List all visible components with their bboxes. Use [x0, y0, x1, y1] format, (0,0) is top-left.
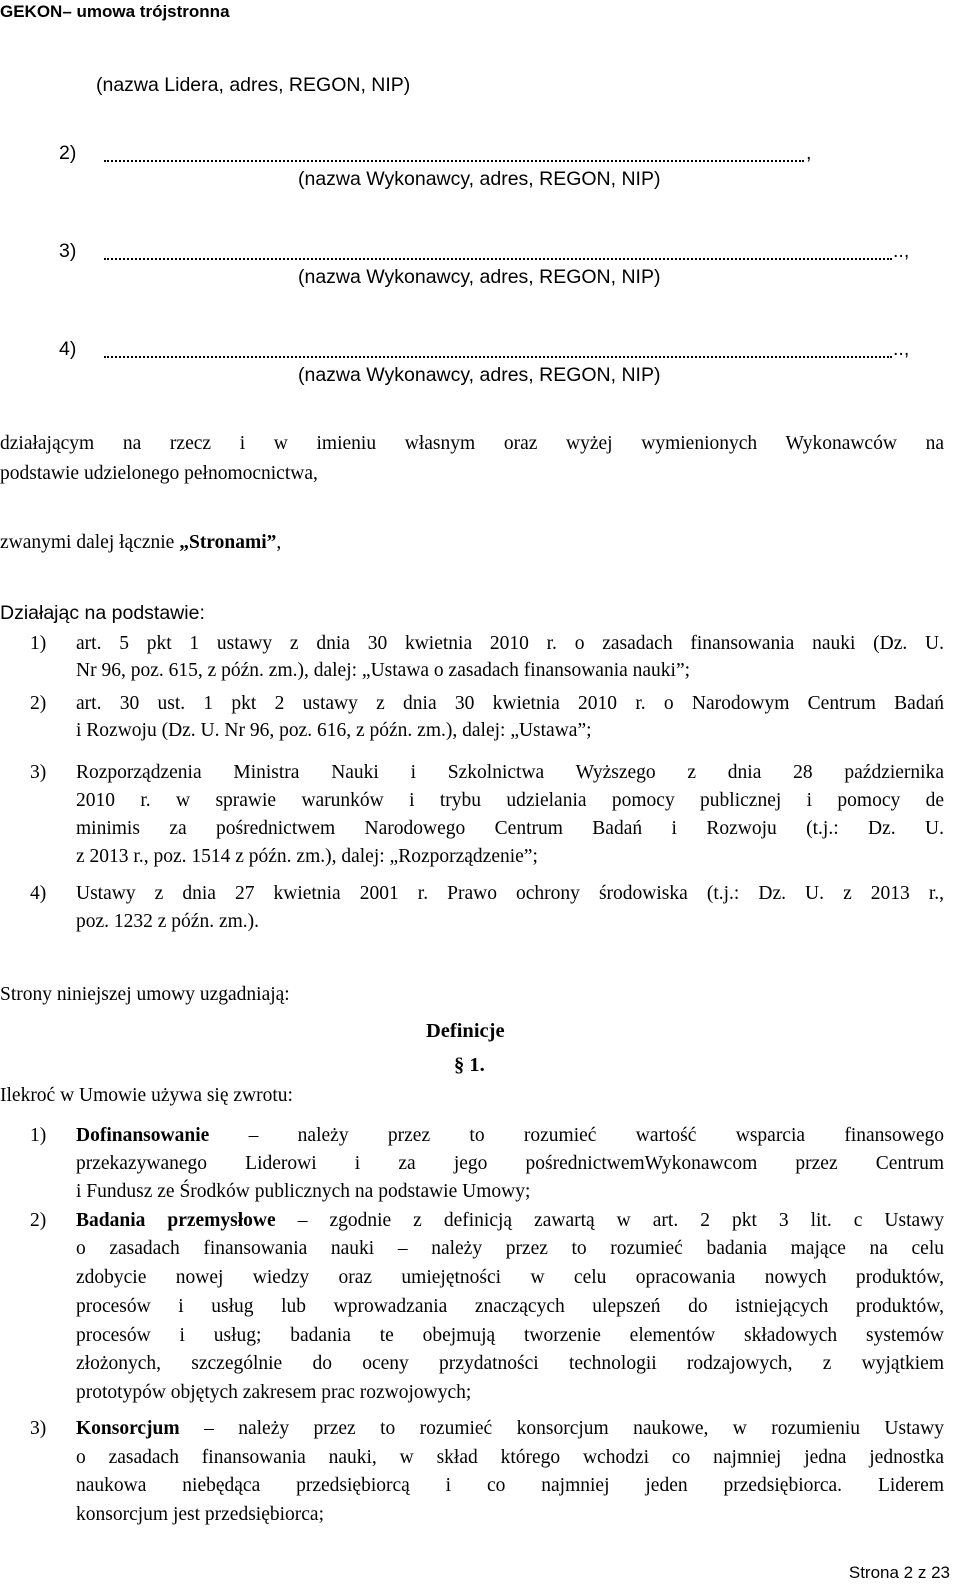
stronami-post: , [276, 532, 282, 553]
basis-2-line-2: i Rozwoju (Dz. U. Nr 96, poz. 616, z późn. zm.), dalej: „Ustawa”; [76, 720, 592, 741]
basis-3-line-3: minimis za pośrednictwem Narodowego Centrum Badań i Rozwoju (t.j.: Dz. U. [76, 818, 944, 839]
document-header: GEKON– umowa trójstronna [0, 2, 230, 21]
stronami-pre: zwanymi dalej łącznie [0, 532, 180, 553]
def-2-line-4: procesów i usług lub wprowadzania znaczących ulepszeń do istniejących produktów, [76, 1296, 944, 1317]
basis-3-number: 3) [30, 762, 47, 783]
party-3-end: .., [893, 240, 910, 262]
def-2-number: 2) [30, 1210, 47, 1231]
intro-line-1: działającym na rzecz i w imieniu własnym oraz wyżej wymienionych Wykonawców na [0, 433, 944, 454]
def-2-line-5: procesów i usług; badania te obejmują tworzenie elementów składowych systemów [76, 1325, 944, 1346]
def-3-line-2: o zasadach finansowania nauki, w skład którego wchodzi co najmniej jedna jednostka [76, 1447, 944, 1468]
def-3-line-3: naukowa niebędąca przedsiębiorcą i co najmniej jeden przedsiębiorca. Liderem [76, 1475, 944, 1496]
basis-1-number: 1) [30, 633, 47, 654]
section-number: § 1. [454, 1054, 485, 1076]
agree-line: Strony niniejszej umowy uzgadniają: [0, 984, 290, 1005]
def-1-number: 1) [30, 1125, 47, 1146]
def-3-number: 3) [30, 1418, 47, 1439]
def-1-line-1-rest: – należy przez to rozumieć wartość wsparcia finansowego [248, 1125, 945, 1146]
basis-title: Działając na podstawie: [0, 602, 205, 624]
def-2-line-1 [76, 1210, 944, 1232]
page-number: Strona 2 z 23 [848, 1563, 950, 1582]
basis-2-number: 2) [30, 693, 47, 714]
def-3-line-4: konsorcjum jest przedsiębiorca; [76, 1504, 325, 1525]
stronami-line [0, 532, 281, 554]
def-1-line-2: przekazywanego Liderowi i za jego pośrednictwemWykonawcom przez Centrum [76, 1153, 944, 1174]
party-3-number: 3) [59, 240, 77, 262]
def-3-line-1 [76, 1418, 944, 1440]
basis-4-line-1: Ustawy z dnia 27 kwietnia 2001 r. Prawo ochrony środowiska (t.j.: Dz. U. z 2013 r., [76, 883, 944, 904]
def-2-line-6: złożonych, szczególnie do oceny przydatności technologii rodzajowych, z wyjątkiem [76, 1353, 944, 1374]
basis-1-line-1: art. 5 pkt 1 ustawy z dnia 30 kwietnia 2010 r. o zasadach finansowania nauki (Dz. U. [76, 633, 944, 654]
def-1-line-3: i Fundusz ze Środków publicznych na podstawie Umowy; [76, 1181, 531, 1202]
basis-3-line-1: Rozporządzenia Ministra Nauki i Szkolnictwa Wyższego z dnia 28 października [76, 762, 944, 783]
basis-4-number: 4) [30, 883, 47, 904]
def-2-line-1-rest: – zgodnie z definicją zawartą w art. 2 pkt 3 lit. c Ustawy [297, 1210, 945, 1231]
party-4-dotted-line [104, 356, 892, 358]
basis-2-line-1: art. 30 ust. 1 pkt 2 ustawy z dnia 30 kwietnia 2010 r. o Narodowym Centrum Badań [76, 693, 944, 714]
basis-3-line-2: 2010 r. w sprawie warunków i trybu udzielania pomocy publicznej i pomocy de [76, 790, 944, 811]
basis-1-line-2: Nr 96, poz. 615, z późn. zm.), dalej: „Ustawa o zasadach finansowania nauki”; [76, 660, 691, 681]
basis-3-line-4: z 2013 r., poz. 1514 z późn. zm.), dalej: „Rozporządzenie”; [76, 846, 538, 867]
def-1-term: Dofinansowanie [76, 1125, 210, 1146]
basis-4-line-2: poz. 1232 z późn. zm.). [76, 911, 260, 932]
intro-line-2: podstawie udzielonego pełnomocnictwa, [0, 463, 318, 484]
def-2-line-2: o zasadach finansowania nauki – należy przez to rozumieć badania mające na celu [76, 1238, 944, 1259]
party-4-label: (nazwa Wykonawcy, adres, REGON, NIP) [298, 364, 661, 386]
party-4-number: 4) [59, 338, 77, 360]
stronami-term: „Stronami” [179, 532, 277, 553]
party-4-end: .., [893, 338, 910, 360]
def-3-term: Konsorcjum [76, 1418, 180, 1439]
def-1-line-1 [76, 1125, 944, 1147]
party-2-dotted-line [104, 160, 804, 162]
def-2-line-7: prototypów objętych zakresem prac rozwojowych; [76, 1382, 472, 1403]
party-3-label: (nazwa Wykonawcy, adres, REGON, NIP) [298, 266, 661, 288]
definicje-heading: Definicje [426, 1020, 505, 1042]
def-2-term: Badania przemysłowe [76, 1210, 276, 1231]
def-3-line-1-rest: – należy przez to rozumieć konsorcjum naukowe, w rozumieniu Ustawy [204, 1418, 945, 1439]
party-3-dotted-line [104, 258, 892, 260]
lider-label: (nazwa Lidera, adres, REGON, NIP) [96, 74, 411, 96]
party-2-number: 2) [59, 142, 77, 164]
ilekroc-line: Ilekroć w Umowie używa się zwrotu: [0, 1085, 293, 1106]
def-2-line-3: zdobycie nowej wiedzy oraz umiejętności w celu opracowania nowych produktów, [76, 1267, 944, 1288]
party-2-end: , [806, 142, 812, 164]
party-2-label: (nazwa Wykonawcy, adres, REGON, NIP) [298, 168, 661, 190]
